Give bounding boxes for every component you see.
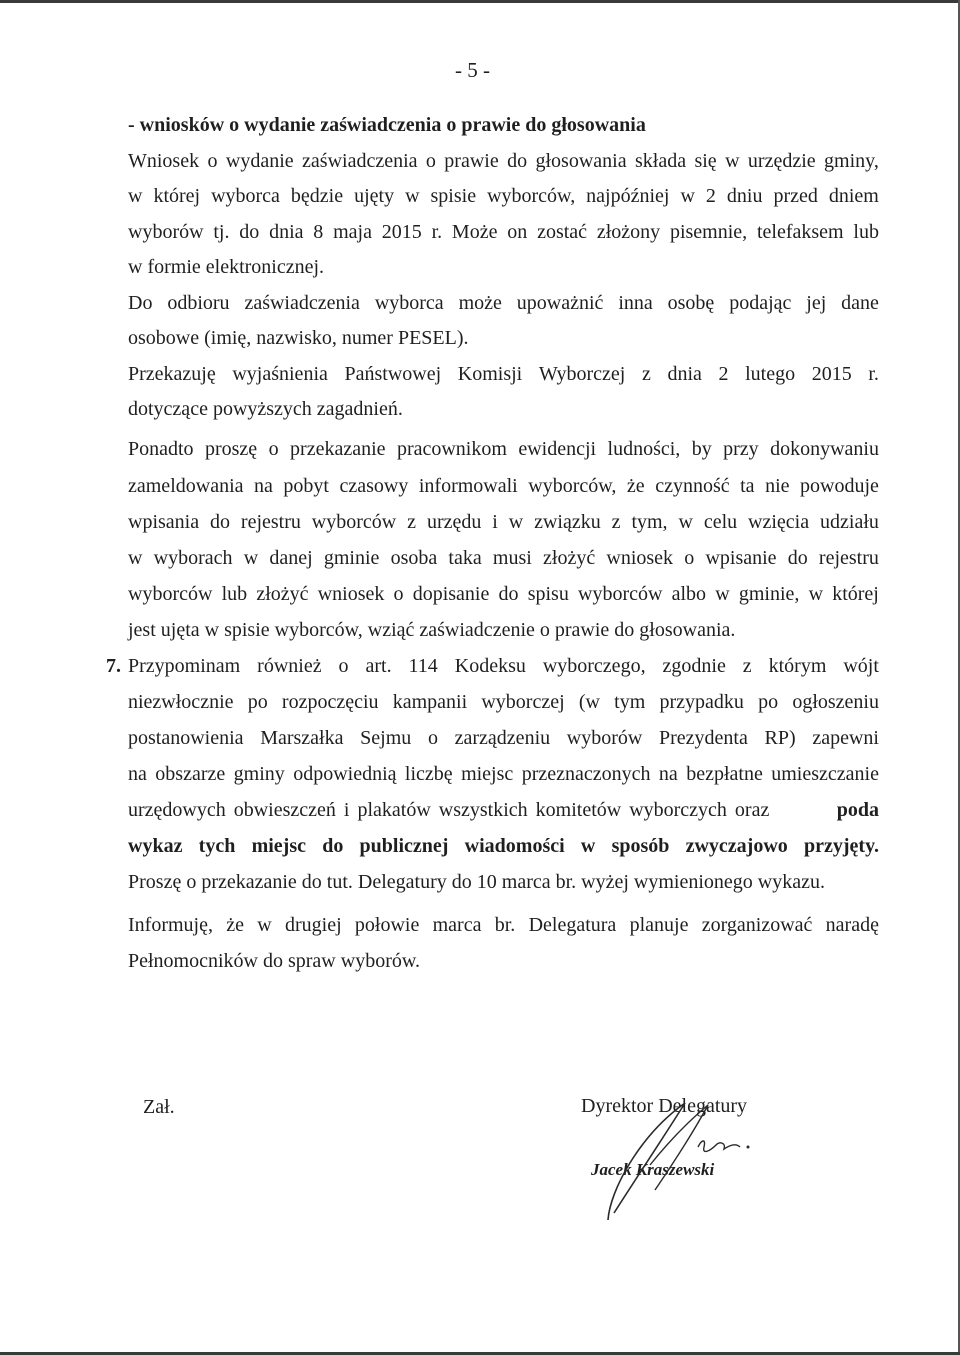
word: czynność <box>655 475 730 497</box>
word: wydanie <box>225 150 294 172</box>
scan-edge-top <box>0 0 960 3</box>
word: o <box>207 150 218 172</box>
word: musi <box>492 547 532 569</box>
word: o <box>268 438 279 460</box>
word: zorganizować <box>701 914 813 936</box>
word: wyborca <box>211 185 280 207</box>
word: Delegatura <box>528 914 617 936</box>
word: złożony <box>596 221 661 243</box>
word: wykaz <box>128 835 183 857</box>
p4-line <box>128 545 879 571</box>
word: nie <box>765 475 790 497</box>
word: drugiej <box>285 914 342 936</box>
section-title: - wniosków o wydanie zaświadczenia o prawie do głosowania <box>128 114 646 136</box>
word: że <box>226 914 245 936</box>
word: przekazanie <box>290 438 386 460</box>
word: do <box>239 221 260 243</box>
word: pobyt <box>283 475 329 497</box>
word: by <box>691 438 712 460</box>
p1-line <box>128 148 879 174</box>
word: również <box>257 655 322 677</box>
word: Komisji <box>457 363 523 385</box>
word: powoduje <box>800 475 879 497</box>
item7-line <box>128 689 879 715</box>
word: w <box>678 511 693 533</box>
word: na <box>128 763 147 785</box>
word: Informuję, <box>128 914 213 936</box>
word: związku <box>534 511 601 533</box>
word: wyborców, <box>487 185 576 207</box>
p1-line: w formie elektronicznej. <box>128 256 325 278</box>
word: zarządzeniu <box>454 727 551 749</box>
word: 2 <box>718 363 729 385</box>
word: ewidencji <box>518 438 597 460</box>
word: wzięcia <box>748 511 810 533</box>
word: Wniosek <box>128 150 200 172</box>
word: wyborów <box>566 727 643 749</box>
word: wyborca <box>374 292 444 314</box>
word: którym <box>768 655 827 677</box>
word: ogłoszeniu <box>792 691 879 713</box>
word: wniosek <box>317 583 385 605</box>
word: wyjaśnienia <box>232 363 328 385</box>
word: na <box>254 475 273 497</box>
word: gminie <box>323 547 380 569</box>
word: miejsc <box>251 835 306 857</box>
word: rozpoczęciu <box>281 691 379 713</box>
word: Państwowej <box>344 363 442 385</box>
word: br. <box>494 914 516 936</box>
p2-line <box>128 290 879 316</box>
word: pisemnie, <box>669 221 748 243</box>
word: Prezydenta <box>659 727 748 749</box>
word: wyborczej <box>481 691 565 713</box>
word: zaświadczenia <box>244 292 360 314</box>
word: postanowienia <box>128 727 244 749</box>
word: Ponadto <box>128 438 194 460</box>
word: przyjęty. <box>804 835 879 857</box>
word: upoważnić <box>516 292 604 314</box>
word: przypadku <box>659 691 744 713</box>
word: w <box>725 150 740 172</box>
word: odbioru <box>167 292 230 314</box>
word: maja <box>333 221 372 243</box>
word: ujęty <box>354 185 395 207</box>
word: wyborów <box>128 221 204 243</box>
word: o <box>393 583 404 605</box>
word: głosowania <box>535 150 627 172</box>
item7-line: Proszę o przekazanie do tut. Delegatury do 10 marca br. wyżej wymienionego wykazu. <box>128 871 825 893</box>
word: przeznaczonych <box>521 763 651 785</box>
word: z <box>742 655 752 677</box>
word: gminy <box>233 763 285 785</box>
word: o <box>684 547 695 569</box>
word: do <box>210 511 230 533</box>
word: dnia <box>667 363 702 385</box>
word: spisu <box>527 583 569 605</box>
word: liczbę <box>404 763 453 785</box>
word: Do <box>128 292 153 314</box>
item7-bold-line <box>128 833 879 859</box>
word: urzędu <box>426 511 482 533</box>
word: zwyczajowo <box>685 835 788 857</box>
word: składa <box>634 150 687 172</box>
word: dokonywaniu <box>770 438 879 460</box>
item7-line <box>128 653 879 679</box>
word: gminy, <box>824 150 879 172</box>
p1-line <box>128 183 879 209</box>
word: wpisania <box>128 511 200 533</box>
signature-name: Jacek Kraszewski <box>591 1160 715 1179</box>
p4-line <box>128 473 879 499</box>
word: tym, <box>631 511 668 533</box>
word: Kodeksu <box>454 655 526 677</box>
word: telefaksem <box>756 221 844 243</box>
word: kampanii <box>392 691 468 713</box>
word: zostać <box>537 221 588 243</box>
word: 8 <box>313 221 324 243</box>
word: wyborczego, <box>542 655 646 677</box>
word: 114 <box>408 655 438 677</box>
word: marca <box>432 914 482 936</box>
word: lutego <box>745 363 796 385</box>
word: w <box>808 583 824 605</box>
word: złożyć <box>543 547 596 569</box>
word: w <box>508 511 524 533</box>
word: RP) <box>764 727 796 749</box>
item7-line <box>128 761 879 787</box>
word: z <box>641 363 651 385</box>
word: wyborców <box>311 511 397 533</box>
word: zaświadczenia <box>302 150 418 172</box>
word: taka <box>448 547 482 569</box>
word: umieszczanie <box>771 763 879 785</box>
word: wyborców, <box>528 475 617 497</box>
word: w <box>243 547 259 569</box>
word: w <box>257 914 272 936</box>
word: przed <box>773 185 818 207</box>
word: może <box>458 292 502 314</box>
word: dopisanie <box>412 583 490 605</box>
word: po <box>247 691 268 713</box>
word: celu <box>703 511 738 533</box>
word: lub <box>221 583 248 605</box>
word: Wyborczej <box>538 363 626 385</box>
word: się <box>694 150 717 172</box>
word: proszę <box>204 438 258 460</box>
p3-line <box>128 361 879 387</box>
word: on <box>507 221 528 243</box>
p5-line: Pełnomocników do spraw wyborów. <box>128 950 421 972</box>
word: udziału <box>820 511 879 533</box>
word: Przypominam <box>128 655 241 677</box>
word: wyborców <box>578 583 663 605</box>
word: Marszałka <box>260 727 344 749</box>
item7-line5-bold: poda <box>836 799 879 821</box>
word: Sejmu <box>360 727 412 749</box>
word: sposób <box>611 835 670 857</box>
word: 2 <box>705 185 716 207</box>
word: o <box>427 727 438 749</box>
p3-line: dotyczące powyższych zagadnień. <box>128 398 403 420</box>
word: bezpłatne <box>686 763 763 785</box>
p4-line <box>128 436 879 462</box>
word: zgodnie <box>662 655 726 677</box>
word: złożyć <box>256 583 309 605</box>
word: dnia <box>269 221 304 243</box>
item-number: 7. <box>106 655 121 677</box>
word: Przekazuję <box>128 363 216 385</box>
item7-line5-text: urzędowych obwieszczeń i plakatów wszystkich komitetów wyborczych oraz <box>128 799 770 821</box>
word: najpóźniej <box>586 185 670 207</box>
word: podając <box>729 292 792 314</box>
word: której <box>153 185 201 207</box>
p4-line <box>128 581 879 607</box>
word: wniosek <box>606 547 674 569</box>
word: zapewni <box>812 727 879 749</box>
word: ta <box>740 475 755 497</box>
word: z <box>407 511 417 533</box>
signature-title: Dyrektor Delegatury <box>581 1095 748 1117</box>
word: do <box>787 547 808 569</box>
word: spisie <box>430 185 477 207</box>
word: tym <box>614 691 646 713</box>
word: będzie <box>290 185 344 207</box>
word: dniu <box>726 185 763 207</box>
word: w <box>715 583 730 605</box>
word: Może <box>451 221 498 243</box>
word: 2015 <box>811 363 852 385</box>
word: na <box>658 763 678 785</box>
word: wójt <box>843 655 879 677</box>
word: wyborach <box>153 547 233 569</box>
word: niezwłocznie <box>128 691 234 713</box>
p4-line: jest ujęta w spisie wyborców, wziąć zaświadczenie o prawie do głosowania. <box>128 619 736 641</box>
word: przy <box>723 438 759 460</box>
word: osobę <box>667 292 715 314</box>
word: w <box>405 185 420 207</box>
word: do <box>507 150 528 172</box>
word: art. <box>365 655 392 677</box>
p4-line <box>128 509 879 535</box>
page-number: - 5 - <box>455 58 490 82</box>
word: 2015 <box>381 221 422 243</box>
word: osoba <box>390 547 438 569</box>
word: w <box>680 185 695 207</box>
word: i <box>492 511 498 533</box>
word: danej <box>269 547 313 569</box>
word: odpowiednią <box>293 763 397 785</box>
word: po <box>758 691 779 713</box>
word: do <box>322 835 344 857</box>
word: o <box>425 150 436 172</box>
p5-line <box>128 912 879 938</box>
word: w <box>128 185 143 207</box>
word: informowali <box>418 475 518 497</box>
handwritten-signature <box>580 1095 770 1230</box>
word: dniem <box>828 185 879 207</box>
word: jej <box>806 292 827 314</box>
word: publicznej <box>359 835 449 857</box>
p1-line <box>128 219 879 245</box>
word: tj. <box>213 221 230 243</box>
word: r. <box>431 221 443 243</box>
item7-line <box>128 797 879 823</box>
p2-line: osobowe (imię, nazwisko, numer PESEL). <box>128 327 469 349</box>
word: w <box>128 547 143 569</box>
word: (w <box>578 691 600 713</box>
word: prawie <box>444 150 499 172</box>
word: albo <box>671 583 707 605</box>
word: której <box>832 583 879 605</box>
word: zameldowania <box>128 475 244 497</box>
word: w <box>580 835 596 857</box>
word: gminie, <box>738 583 800 605</box>
word: rejestru <box>240 511 301 533</box>
word: rejestru <box>818 547 879 569</box>
word: czasowy <box>339 475 409 497</box>
word: obszarze <box>155 763 226 785</box>
word: o <box>338 655 349 677</box>
word: wyborców <box>128 583 213 605</box>
word: do <box>498 583 519 605</box>
word: wiadomości <box>464 835 565 857</box>
word: tych <box>198 835 236 857</box>
word: naradę <box>825 914 879 936</box>
word: r. <box>868 363 879 385</box>
word: ludności, <box>607 438 681 460</box>
word: miejsc <box>461 763 514 785</box>
attachments-label: Zał. <box>143 1096 175 1118</box>
word: inna <box>618 292 653 314</box>
word: lub <box>853 221 879 243</box>
word: dane <box>841 292 879 314</box>
word: planuje <box>629 914 689 936</box>
word: z <box>611 511 621 533</box>
word: że <box>626 475 645 497</box>
word: połowie <box>354 914 420 936</box>
word: wpisanie <box>705 547 777 569</box>
word: urzędzie <box>747 150 816 172</box>
item7-line <box>128 725 879 751</box>
word: pracownikom <box>396 438 507 460</box>
